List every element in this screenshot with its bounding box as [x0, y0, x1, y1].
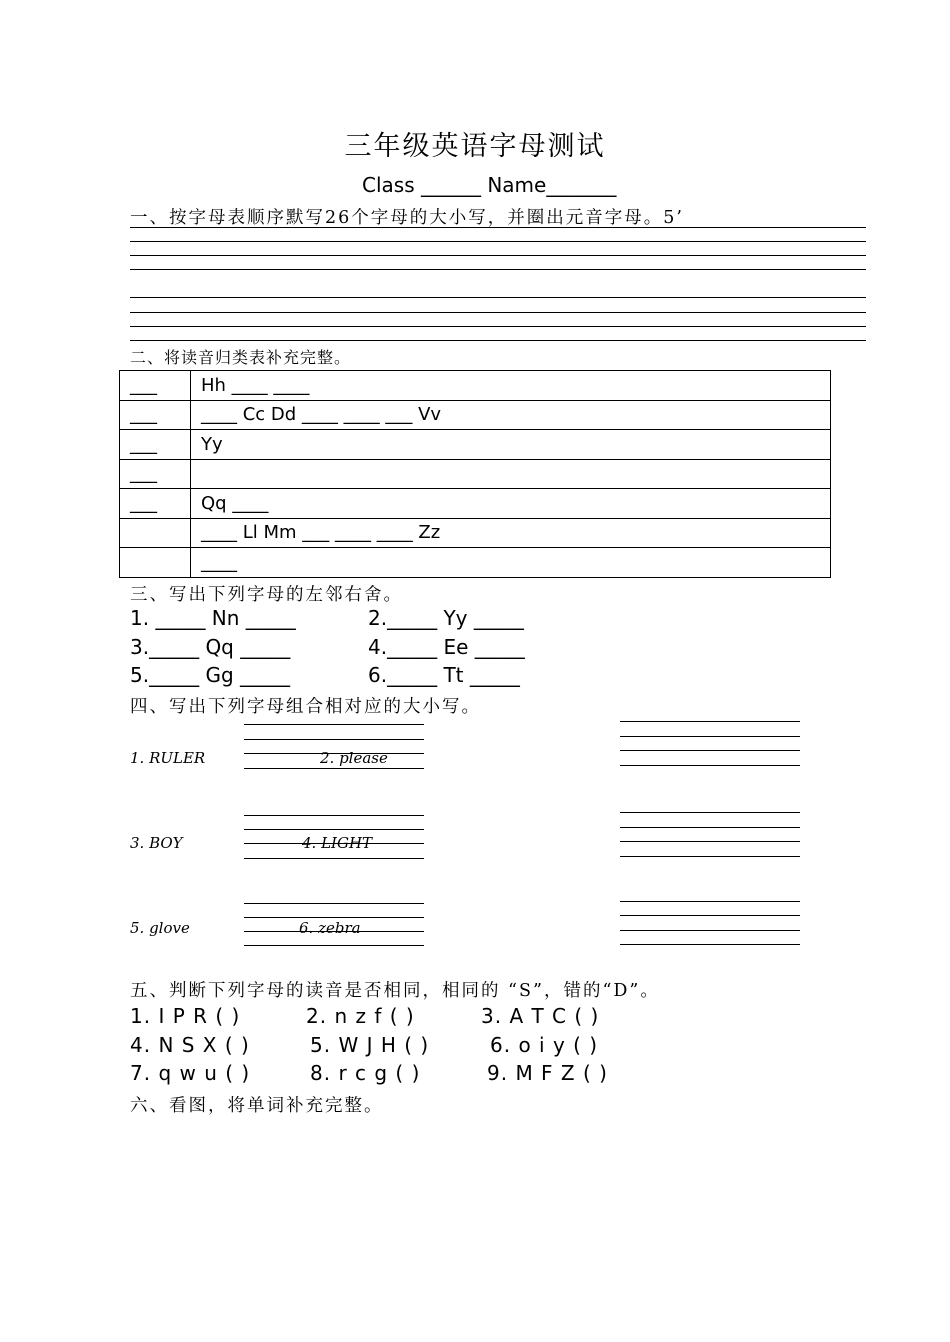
- word-item: 5. glove: [130, 919, 190, 937]
- sound-item: 7. q w u ( ): [130, 1061, 251, 1085]
- section4-heading: 四、写出下列字母组合相对应的大小写。: [130, 697, 481, 717]
- table-cell: Qq ____: [191, 489, 831, 519]
- neighbor-item: 5._____ Gg _____: [130, 663, 290, 687]
- writing-line: [244, 903, 424, 904]
- writing-line: [620, 915, 800, 916]
- writing-line: [130, 241, 866, 242]
- writing-line: [244, 768, 424, 769]
- writing-line: [244, 815, 424, 816]
- sound-item: 9. M F Z ( ): [487, 1061, 608, 1085]
- table-row: [120, 489, 831, 519]
- writing-line: [130, 340, 866, 341]
- table-cell: [120, 518, 191, 548]
- sound-item: 6. o i y ( ): [490, 1033, 599, 1057]
- table-row: [120, 400, 831, 430]
- neighbor-item: 4._____ Ee _____: [368, 635, 525, 659]
- table-cell: ____: [191, 548, 831, 578]
- table-cell: ___: [120, 459, 191, 489]
- table-cell: ___: [120, 489, 191, 519]
- writing-line: [130, 227, 866, 228]
- table-row: [120, 459, 831, 489]
- table-cell: ___: [120, 400, 191, 430]
- writing-line: [130, 269, 866, 270]
- word-item: 6. zebra: [299, 919, 361, 937]
- writing-line: [244, 724, 424, 725]
- word-item: 4. LIGHT: [302, 834, 373, 852]
- writing-line: [130, 312, 866, 313]
- writing-line: [620, 901, 800, 902]
- writing-line: [620, 812, 800, 813]
- sound-item: 3. A T C ( ): [481, 1004, 600, 1028]
- writing-line: [620, 841, 800, 842]
- section5-heading: 五、判断下列字母的读音是否相同，相同的 “S”，错的“D”。: [130, 981, 660, 1001]
- section2-heading: 二、将读音归类表补充完整。: [130, 348, 352, 367]
- page-title: 三年级英语字母测试: [344, 131, 606, 162]
- writing-line: [620, 736, 800, 737]
- word-item: 3. BOY: [130, 834, 183, 852]
- writing-line: [244, 945, 424, 946]
- sound-item: 1. I P R ( ): [130, 1004, 241, 1028]
- writing-line: [130, 326, 866, 327]
- neighbor-item: 2._____ Yy _____: [368, 606, 524, 630]
- table-cell: Yy: [191, 430, 831, 460]
- neighbor-item: 6._____ Tt _____: [368, 663, 520, 687]
- sound-item: 2. n z f ( ): [306, 1004, 415, 1028]
- table-cell: ____ Cc Dd ____ ____ ___ Vv: [191, 400, 831, 430]
- table-row: [120, 371, 831, 401]
- neighbor-item: 1. _____ Nn _____: [130, 606, 296, 630]
- writing-line: [620, 930, 800, 931]
- table-cell: [120, 548, 191, 578]
- table-cell: ___: [120, 371, 191, 401]
- table-cell: ____ Ll Mm ___ ____ ____ Zz: [191, 518, 831, 548]
- writing-line: [244, 917, 424, 918]
- writing-line: [130, 255, 866, 256]
- sound-item: 5. W J H ( ): [310, 1033, 430, 1057]
- table-row: [120, 548, 831, 578]
- writing-line: [620, 721, 800, 722]
- sound-classification-table: [119, 370, 831, 578]
- word-item: 1. RULER: [130, 749, 206, 767]
- table-cell: Hh ____ ____: [191, 371, 831, 401]
- section1-heading: 一、按字母表顺序默写26个字母的大小写，并圈出元音字母。5’: [130, 208, 684, 228]
- writing-line: [130, 297, 866, 298]
- section6-heading: 六、看图，将单词补充完整。: [130, 1096, 384, 1116]
- writing-line: [620, 827, 800, 828]
- table-cell: [191, 459, 831, 489]
- section3-heading: 三、写出下列字母的左邻右舍。: [130, 585, 403, 605]
- sound-item: 4. N S X ( ): [130, 1033, 250, 1057]
- writing-line: [620, 750, 800, 751]
- sound-item: 8. r c g ( ): [310, 1061, 421, 1085]
- writing-line: [620, 765, 800, 766]
- neighbor-item: 3._____ Qq _____: [130, 635, 291, 659]
- writing-line: [244, 858, 424, 859]
- writing-line: [620, 856, 800, 857]
- writing-line: [244, 829, 424, 830]
- writing-line: [244, 739, 424, 740]
- table-row: [120, 430, 831, 460]
- table-row: [120, 518, 831, 548]
- word-item: 2. please: [320, 749, 388, 767]
- class-name-line: Class ______ Name_______: [362, 173, 617, 197]
- writing-line: [620, 944, 800, 945]
- table-cell: ___: [120, 430, 191, 460]
